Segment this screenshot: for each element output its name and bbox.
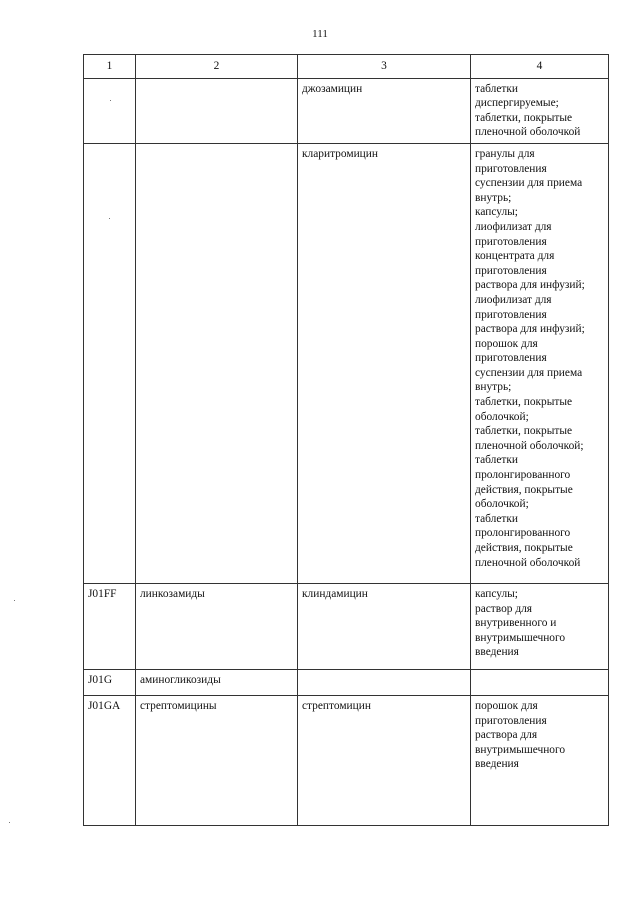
dosage-form-line: приготовления	[475, 308, 547, 321]
drug-name-cell	[298, 669, 471, 695]
dosage-form-line: суспензии для приема	[475, 366, 583, 379]
group-name-cell: линкозамиды	[136, 583, 298, 669]
dosage-form-line: гранулы для	[475, 147, 535, 160]
dosage-form-line: пленочной оболочкой	[475, 556, 581, 569]
scan-speck	[9, 822, 10, 823]
scan-speck	[109, 218, 110, 219]
column-header-3: 3	[298, 55, 471, 79]
dosage-form-line: раствор для	[475, 602, 533, 615]
group-name-cell: стрептомицины	[136, 695, 298, 825]
table-row	[84, 143, 609, 583]
dosage-form-line: приготовления	[475, 235, 547, 248]
dosage-form-line: таблетки, покрытые	[475, 111, 573, 124]
dosage-form-line: приготовления	[475, 352, 547, 365]
dosage-form-line: порошок для	[475, 699, 538, 712]
atc-code-cell: J01FF	[84, 583, 136, 669]
table-row	[84, 583, 609, 669]
dosage-form-line: раствора для инфузий;	[475, 279, 585, 292]
dosage-form-line: действия, покрытые	[475, 483, 573, 496]
group-name-cell	[136, 78, 298, 143]
group-name-cell	[136, 143, 298, 583]
dosage-forms-cell	[471, 78, 609, 143]
atc-code-cell: J01GA	[84, 695, 136, 825]
dosage-form-line: приготовления	[475, 162, 547, 175]
dosage-form-line: суспензии для приема	[475, 177, 583, 190]
group-name-cell: аминогликозиды	[136, 669, 298, 695]
page-number: 111	[312, 28, 328, 40]
dosage-form-line: пролонгированного	[475, 527, 571, 540]
dosage-form-line: диспергируемые;	[475, 97, 559, 110]
dosage-forms-cell	[471, 143, 609, 583]
dosage-form-line: лиофилизат для	[475, 293, 552, 306]
dosage-form-line: внутрь;	[475, 191, 512, 204]
dosage-form-line: таблетки	[475, 82, 519, 95]
dosage-form-line: приготовления	[475, 264, 547, 277]
dosage-form-line: концентрата для	[475, 250, 555, 263]
dosage-form-line: лиофилизат для	[475, 220, 552, 233]
dosage-form-line: введения	[475, 646, 519, 659]
dosage-form-line: внутривенного и	[475, 617, 557, 630]
dosage-forms-cell	[471, 669, 609, 695]
dosage-form-line: таблетки, покрытые	[475, 396, 573, 409]
dosage-form-line: пролонгированного	[475, 469, 571, 482]
table-header-row	[84, 55, 609, 79]
dosage-form-line: капсулы;	[475, 206, 518, 219]
column-header-2: 2	[136, 55, 298, 79]
scan-speck	[110, 100, 111, 101]
table-row	[84, 695, 609, 825]
dosage-forms-cell	[471, 695, 609, 825]
dosage-form-line: пленочной оболочкой;	[475, 439, 584, 452]
scan-speck	[14, 600, 15, 601]
dosage-form-line: капсулы;	[475, 587, 518, 600]
dosage-form-line: таблетки	[475, 512, 519, 525]
dosage-form-line: внутрь;	[475, 381, 512, 394]
column-header-4: 4	[471, 55, 609, 79]
dosage-form-line: раствора для инфузий;	[475, 323, 585, 336]
dosage-form-line: пленочной оболочкой	[475, 126, 581, 139]
column-header-1: 1	[84, 55, 136, 79]
table-row	[84, 78, 609, 143]
dosage-form-line: действия, покрытые	[475, 542, 573, 554]
drug-name-cell: клиндамицин	[298, 583, 471, 669]
dosage-form-line: порошок для	[475, 337, 538, 350]
table-row	[84, 669, 609, 695]
drug-name-cell: джозамицин	[298, 78, 471, 143]
dosage-form-line: таблетки	[475, 454, 519, 467]
table-body	[84, 78, 609, 825]
atc-code-cell	[84, 78, 136, 143]
atc-code-cell	[84, 143, 136, 583]
dosage-form-line: внутримышечного	[475, 631, 566, 644]
dosage-forms-cell	[471, 583, 609, 669]
dosage-form-line: введения	[475, 758, 519, 771]
dosage-form-line: оболочкой;	[475, 410, 529, 423]
dosage-form-line: таблетки, покрытые	[475, 425, 573, 438]
medication-table	[83, 54, 609, 826]
dosage-form-line: приготовления	[475, 714, 547, 727]
atc-code-cell: J01G	[84, 669, 136, 695]
drug-name-cell: кларитромицин	[298, 143, 471, 583]
drug-name-cell: стрептомицин	[298, 695, 471, 825]
dosage-form-line: раствора для	[475, 729, 538, 742]
dosage-form-line: оболочкой;	[475, 498, 529, 511]
dosage-form-line: внутримышечного	[475, 743, 566, 756]
